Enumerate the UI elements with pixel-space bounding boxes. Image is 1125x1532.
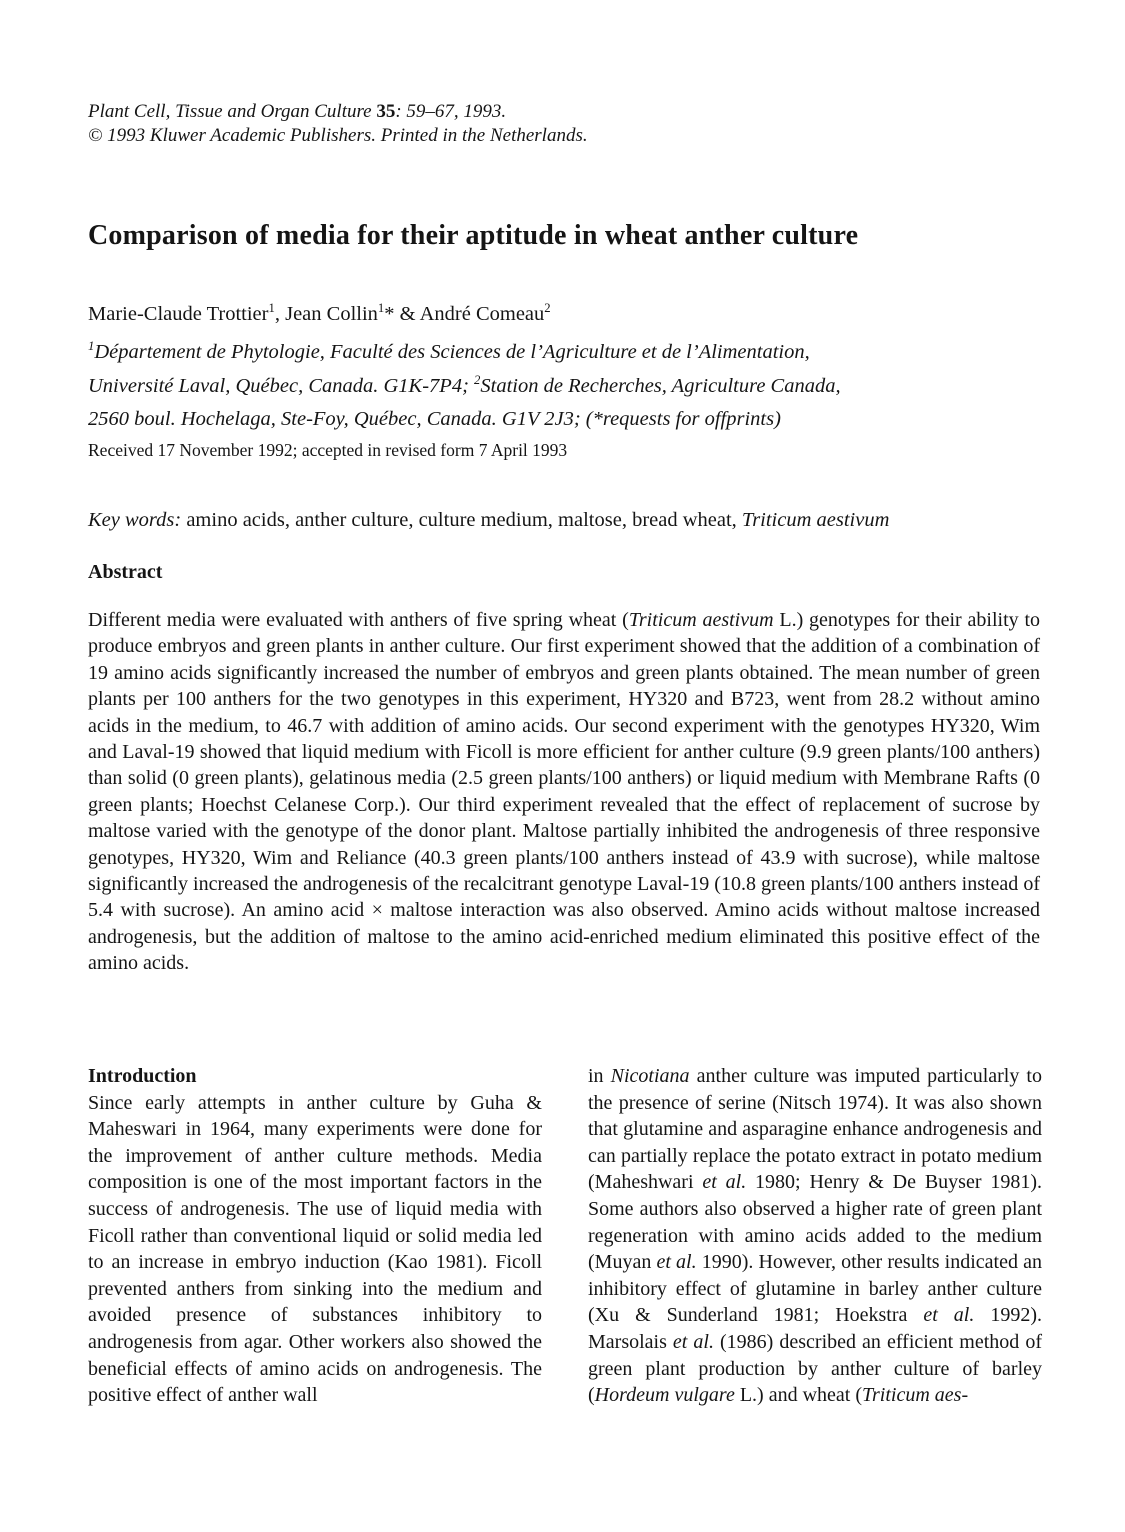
abstract-heading: Abstract [88, 561, 163, 583]
journal-header [88, 100, 1040, 148]
received-line: Received 17 November 1992; accepted in revised form 7 April 1993 [88, 440, 568, 460]
column-left [88, 1063, 542, 1409]
affiliations [88, 336, 1040, 437]
authors-line: Marie-Claude Trottier$^1$, Jean Collin$^1$* & André Comeau$^2$ [88, 301, 551, 325]
affiliation-line-3: 2560 boul. Hochelaga, Ste-Foy, Québec, Canada. G1V 2J3; (*requests for offprints) [88, 408, 781, 430]
article-title: Comparison of media for their aptitude in wheat anther culture [88, 220, 859, 251]
introduction-heading: Introduction [88, 1065, 197, 1087]
column-right [588, 1063, 1042, 1409]
introduction-paragraph-left: Since early attempts in anther culture by Guha & Maheswari in 1964, many experiments were done for the improvement of anther culture methods. Media composition is one of the most important factors in the success of androgenesis. The use of liquid media with Ficoll rather than conventional liquid or solid media led to an increase in embryo induction (Kao 1981). Ficoll prevented anthers from sinking into the medium and avoided presence of substances inhibitory to androgenesis from agar. Other workers also showed the beneficial effects of amino acids on androgenesis. The positive effect of anther wall [88, 1091, 542, 1407]
affiliation-line-1: $^1$Département de Phytologie, Faculté des Sciences de l’Agriculture et de l’Alimentation, [88, 339, 810, 363]
abstract-paragraph: Different media were evaluated with anthers of five spring wheat (Triticum aestivum L.) genotypes for their ability to produce embryos and green plants in anther culture. Our first experiment showed that the addition of a combination of 19 amino acids significantly increased the number of embryos and green plants obtained. The mean number of green plants per 100 anthers for the two genotypes in this experiment, HY320 and B723, went from 28.2 without amino acids in the medium, to 46.7 with addition of amino acids. Our second experiment with the genotypes HY320, Wim and Laval-19 showed that liquid medium with Ficoll is more efficient for anther culture (9.9 green plants/100 anthers) than solid (0 green plants), gelatinous media (2.5 green plants/100 anthers) or liquid medium with Membrane Rafts (0 green plants; Hoechst Celanese Corp.). Our third experiment revealed that the effect of replacement of sucrose by maltose varied with the genotype of the donor plant. Maltose partially inhibited the androgenesis of three responsive genotypes, HY320, Wim and Reliance (40.3 green plants/100 anthers instead of 43.9 with sucrose), while maltose significantly increased the androgenesis of the recalcitrant genotype Laval-19 (10.8 green plants/100 anthers instead of 5.4 with sucrose). An amino acid × maltose interaction was also observed. Amino acids without maltose increased androgenesis, but the addition of maltose to the amino acid-enriched medium eliminated this positive effect of the amino acids. [88, 609, 1040, 975]
journal-header-line-2: © 1993 Kluwer Academic Publishers. Printed in the Netherlands. [88, 125, 588, 146]
introduction-paragraph-right: in Nicotiana anther culture was imputed particularly to the presence of serine (Nitsch 1974). It was also shown that glutamine and asparagine enhance androgenesis and can partially replace the potato extract in potato medium (Maheshwari et al. 1980; Henry & De Buyser 1981). Some authors also observed a higher rate of green plant regeneration with amino acids added to the medium (Muyan et al. 1990). However, other results indicated an inhibitory effect of glutamine in barley anther culture (Xu & Sunderland 1981; Hoekstra et al. 1992). Marsolais et al. (1986) described an efficient method of green plant production by anther culture of barley (Hordeum vulgare L.) and wheat (Triticum aes- [588, 1065, 1042, 1407]
keywords-line: Key words: amino acids, anther culture, culture medium, maltose, bread wheat, Triticum aestivum [88, 509, 890, 531]
affiliation-line-2: Université Laval, Québec, Canada. G1K-7P4; $^2$Station de Recherches, Agriculture Canada, [88, 372, 841, 397]
two-column-body [88, 1063, 1042, 1409]
journal-header-line-1: Plant Cell, Tissue and Organ Culture 35: 59–67, 1993. [88, 101, 507, 122]
